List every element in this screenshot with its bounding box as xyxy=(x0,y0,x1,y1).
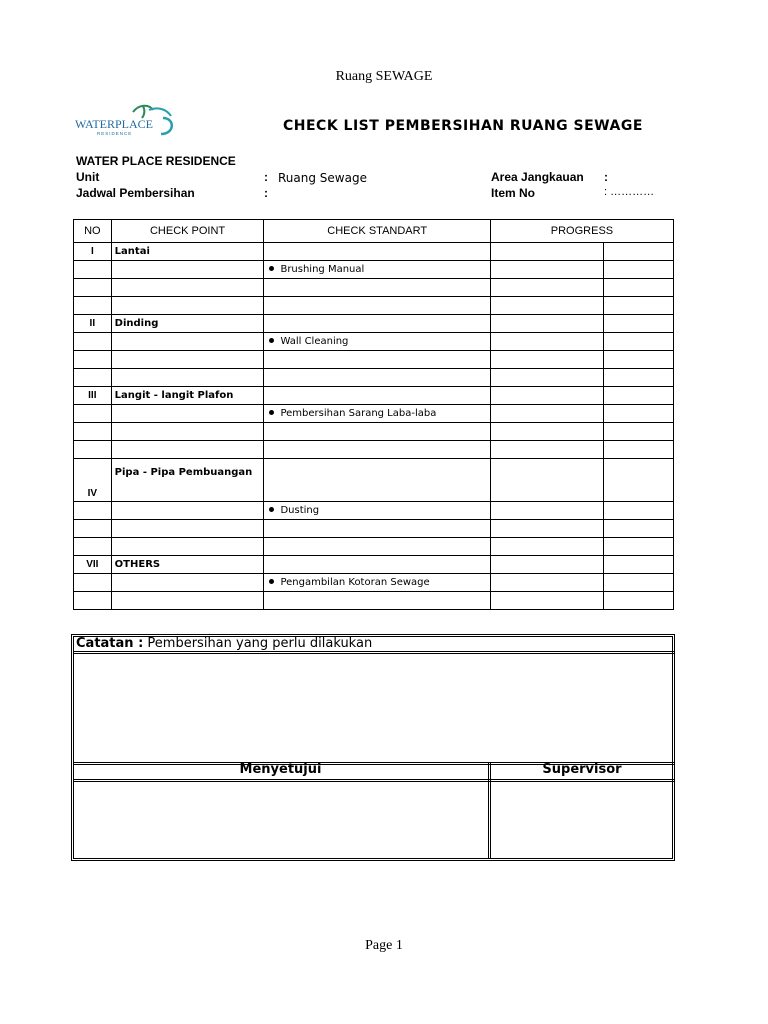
unit-separator: : xyxy=(264,170,268,184)
table-row xyxy=(74,315,674,333)
check-standard: Pembersihan Sarang Laba-laba xyxy=(280,408,437,419)
table-row xyxy=(74,351,674,369)
schedule-separator: : xyxy=(264,186,268,200)
page-header: Ruang SEWAGE xyxy=(335,69,433,84)
table-row xyxy=(74,297,674,315)
bullet-icon xyxy=(269,579,274,584)
table-row xyxy=(74,333,674,351)
check-standard: Pengambilan Kotoran Sewage xyxy=(280,577,430,588)
table-row xyxy=(74,423,674,441)
section-checkpoint: OTHERS xyxy=(111,556,264,574)
check-standard: Wall Cleaning xyxy=(280,336,349,347)
area-separator: : xyxy=(604,170,608,184)
section-no: III xyxy=(74,387,112,405)
notes-header xyxy=(73,636,674,654)
section-checkpoint: Pipa - Pipa Pembuangan xyxy=(111,459,264,502)
bullet-icon xyxy=(269,410,274,415)
header-check-standart: CHECK STANDART xyxy=(264,220,490,243)
table-row xyxy=(74,502,674,520)
approve-label: Menyetujui xyxy=(239,762,322,777)
page-footer: Page 1 xyxy=(365,938,403,953)
bullet-icon xyxy=(269,507,274,512)
section-no: VII xyxy=(74,556,112,574)
header-check-point: CHECK POINT xyxy=(111,220,264,243)
approval-divider xyxy=(488,762,489,859)
check-standard: Dusting xyxy=(280,505,320,516)
table-row xyxy=(74,574,674,592)
company-name: WATER PLACE RESIDENCE xyxy=(76,154,236,168)
checklist-table xyxy=(73,219,674,610)
section-no: IV xyxy=(74,459,112,502)
notes-text: Pembersihan yang perlu dilakukan xyxy=(147,636,373,651)
unit-label: Unit xyxy=(76,170,100,184)
header-progress: PROGRESS xyxy=(490,220,673,243)
item-no-value: : ………… xyxy=(604,186,655,198)
table-row xyxy=(74,520,674,538)
table-row xyxy=(74,369,674,387)
page-title: CHECK LIST PEMBERSIHAN RUANG SEWAGE xyxy=(283,118,643,134)
table-row xyxy=(74,243,674,261)
table-row xyxy=(74,441,674,459)
table-header-row xyxy=(74,220,674,243)
bullet-icon xyxy=(269,338,274,343)
check-standard: Brushing Manual xyxy=(280,264,365,275)
schedule-label: Jadwal Pembersihan xyxy=(76,186,195,200)
section-checkpoint: Dinding xyxy=(111,315,264,333)
approve-signature-area[interactable] xyxy=(76,784,486,858)
table-row xyxy=(74,592,674,610)
supervisor-signature-area[interactable] xyxy=(493,784,671,858)
table-row xyxy=(74,261,674,279)
section-checkpoint: Lantai xyxy=(111,243,264,261)
table-row xyxy=(74,556,674,574)
unit-value: Ruang Sewage xyxy=(278,171,367,185)
svg-text:RESIDENCE: RESIDENCE xyxy=(97,131,133,136)
section-no: II xyxy=(74,315,112,333)
item-no-label: Item No xyxy=(491,186,536,200)
waterplace-logo xyxy=(75,104,180,138)
table-row xyxy=(74,279,674,297)
section-checkpoint: Langit - langit Plafon xyxy=(111,387,264,405)
section-no: I xyxy=(74,243,112,261)
supervisor-label: Supervisor xyxy=(542,762,622,777)
table-row xyxy=(74,387,674,405)
table-row xyxy=(74,459,674,502)
table-row xyxy=(74,405,674,423)
svg-text:WATERPLACE: WATERPLACE xyxy=(75,117,153,131)
bullet-icon xyxy=(269,266,274,271)
table-row xyxy=(74,538,674,556)
header-no: NO xyxy=(74,220,112,243)
notes-label: Catatan : xyxy=(76,636,144,651)
area-label: Area Jangkauan xyxy=(491,170,584,184)
